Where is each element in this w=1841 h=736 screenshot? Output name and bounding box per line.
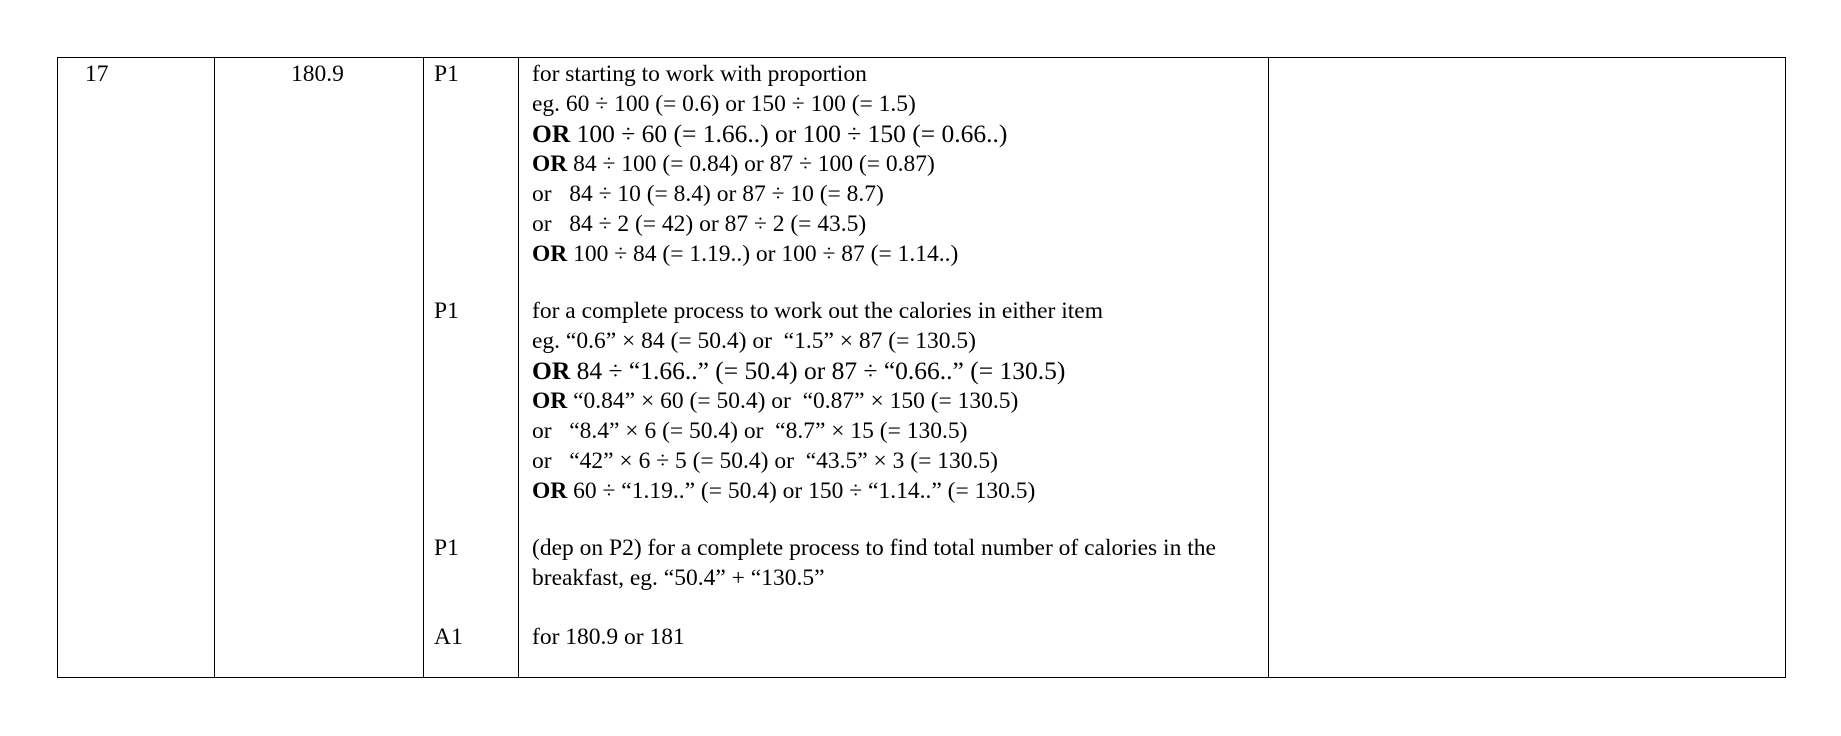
guidance-line xyxy=(532,476,1103,506)
guidance-text: eg. “0.6” × 84 (= 50.4) or “1.5” × 87 (= 130.5) xyxy=(532,328,976,354)
mark-scheme-table xyxy=(57,57,1786,678)
guidance-text: 84 ÷ 100 (= 0.84) or 87 ÷ 100 (= 0.87) xyxy=(573,151,935,177)
guidance-text: for a complete process to work out the calories in either item xyxy=(532,298,1103,324)
guidance-line xyxy=(532,356,1103,386)
guidance-line xyxy=(532,119,1007,149)
guidance-text: or 84 ÷ 2 (= 42) or 87 ÷ 2 (= 43.5) xyxy=(532,211,867,237)
guidance-line xyxy=(532,296,1103,326)
column-divider xyxy=(214,58,215,677)
mark-code: P1 xyxy=(434,61,459,87)
guidance-text: or 84 ÷ 10 (= 8.4) or 87 ÷ 10 (= 8.7) xyxy=(532,181,884,207)
or-keyword: OR xyxy=(532,119,571,148)
guidance-line xyxy=(532,89,1007,119)
or-keyword: OR xyxy=(532,151,568,177)
guidance-line xyxy=(532,563,1216,593)
guidance-block xyxy=(532,59,1007,269)
or-keyword: OR xyxy=(532,388,568,414)
guidance-line xyxy=(532,326,1103,356)
guidance-line xyxy=(532,59,1007,89)
guidance-line xyxy=(532,446,1103,476)
guidance-text: 84 ÷ “1.66..” (= 50.4) or 87 ÷ “0.66..” (= 130.5) xyxy=(576,356,1066,385)
guidance-line xyxy=(532,239,1007,269)
question-number: 17 xyxy=(85,61,109,87)
mark-code: P1 xyxy=(434,298,459,324)
or-keyword: OR xyxy=(532,241,568,267)
guidance-text: “0.84” × 60 (= 50.4) or “0.87” × 150 (= 130.5) xyxy=(573,388,1019,414)
guidance-line xyxy=(532,416,1103,446)
mark-code: A1 xyxy=(434,624,463,650)
guidance-text: 100 ÷ 84 (= 1.19..) or 100 ÷ 87 (= 1.14..) xyxy=(573,241,959,267)
guidance-line xyxy=(532,209,1007,239)
guidance-text: for 180.9 or 181 xyxy=(532,624,685,650)
guidance-text: eg. 60 ÷ 100 (= 0.6) or 150 ÷ 100 (= 1.5) xyxy=(532,91,916,117)
guidance-text: or “42” × 6 ÷ 5 (= 50.4) or “43.5” × 3 (= 130.5) xyxy=(532,448,998,474)
guidance-line xyxy=(532,386,1103,416)
guidance-text: (dep on P2) for a complete process to find total number of calories in the xyxy=(532,535,1216,561)
column-divider xyxy=(518,58,519,677)
guidance-text: breakfast, eg. “50.4” + “130.5” xyxy=(532,565,825,591)
or-keyword: OR xyxy=(532,356,571,385)
column-divider xyxy=(423,58,424,677)
guidance-text: 100 ÷ 60 (= 1.66..) or 100 ÷ 150 (= 0.66..) xyxy=(576,119,1008,148)
mark-code: P1 xyxy=(434,535,459,561)
guidance-text: or “8.4” × 6 (= 50.4) or “8.7” × 15 (= 130.5) xyxy=(532,418,968,444)
guidance-block xyxy=(532,533,1216,593)
guidance-line xyxy=(532,149,1007,179)
guidance-text: 60 ÷ “1.19..” (= 50.4) or 150 ÷ “1.14..” (= 130.5) xyxy=(573,478,1036,504)
guidance-block xyxy=(532,296,1103,506)
column-divider xyxy=(1268,58,1269,677)
guidance-text: for starting to work with proportion xyxy=(532,61,867,87)
guidance-block xyxy=(532,622,685,652)
guidance-line xyxy=(532,179,1007,209)
guidance-line xyxy=(532,533,1216,563)
or-keyword: OR xyxy=(532,478,568,504)
answer-value: 180.9 xyxy=(291,61,344,87)
guidance-line xyxy=(532,622,685,652)
